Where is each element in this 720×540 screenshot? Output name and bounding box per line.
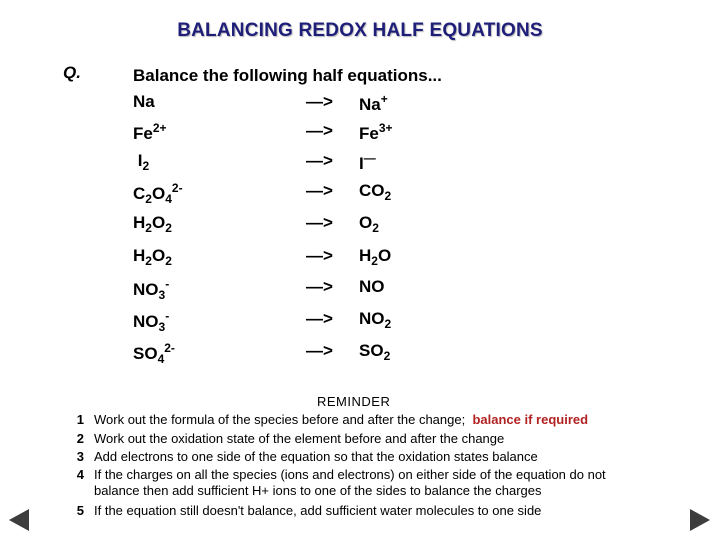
reminder-number: 3	[76, 449, 84, 464]
equation-lhs: $Fe^{2+}$	[133, 121, 167, 143]
equation-row	[0, 309, 720, 339]
equation-rhs: $CO_2$	[359, 181, 392, 203]
equation-rhs: $Fe^{3+}$	[359, 121, 393, 143]
instruction: Balance the following half equations...	[133, 66, 442, 85]
equation-row	[0, 151, 720, 181]
equation-lhs: $H_2O_2$	[133, 246, 172, 268]
equation-lhs: Na	[133, 92, 155, 111]
equation-arrow: —>	[306, 246, 333, 265]
equation-row	[0, 246, 720, 276]
reminder-text: If the equation still doesn't balance, add sufficient water molecules to one side	[94, 503, 542, 518]
reminder-number: 2	[76, 431, 84, 446]
equation-lhs: $H_2O_2$	[133, 213, 172, 235]
equation-arrow: —>	[306, 92, 333, 111]
equation-arrow: —>	[306, 309, 333, 328]
equation-rhs: I—	[359, 151, 376, 173]
equation-rhs: NO	[359, 277, 385, 296]
equation-arrow: —>	[306, 213, 333, 232]
equation-lhs: $NO_3^-$	[133, 277, 170, 302]
equation-arrow: —>	[306, 277, 333, 296]
question-label: Q.	[63, 63, 81, 82]
equation-row	[0, 121, 720, 151]
equation-arrow: —>	[306, 151, 333, 170]
reminder-text	[94, 412, 634, 428]
equation-rhs: $NO_2$	[359, 309, 392, 331]
page-title: BALANCING REDOX HALF EQUATIONS	[177, 20, 543, 41]
equation-row	[0, 213, 720, 243]
triangle-left-icon[interactable]	[9, 509, 29, 531]
equation-arrow: —>	[306, 181, 333, 200]
reminder-heading: REMINDER	[317, 394, 391, 409]
equation-arrow: —>	[306, 121, 333, 140]
equation-lhs: $C_2O_4^{2-}$	[133, 181, 183, 206]
reminder-number: 5	[76, 503, 84, 518]
reminder-text: If the charges on all the species (ions and electrons) on either side of the equation do not balance then add sufficient H+ ions to one of the sides to balance the charges	[94, 467, 606, 498]
reminder-text: Work out the oxidation state of the element before and after the change	[94, 431, 505, 446]
equation-arrow: —>	[306, 341, 333, 360]
reminder-text-main: Work out the formula of the species before and after the change;	[94, 412, 466, 427]
triangle-right-icon[interactable]	[690, 509, 710, 531]
equation-rhs: $H_2O$	[359, 246, 392, 268]
reminder-text: Add electrons to one side of the equation so that the oxidation states balance	[94, 449, 538, 464]
equation-row	[0, 277, 720, 307]
equation-rhs: $SO_2$	[359, 341, 391, 363]
equation-lhs: $I_2$	[133, 151, 150, 173]
equation-rhs: $O_2$	[359, 213, 379, 235]
reminder-highlight: balance if required	[472, 412, 589, 427]
reminder-number: 4	[76, 467, 84, 482]
equation-rhs: Na+	[359, 92, 388, 114]
equation-row	[0, 181, 720, 211]
equation-row	[0, 92, 720, 122]
equation-lhs: $SO_4^{2-}$	[133, 341, 175, 366]
equation-lhs: $NO_3^-$	[133, 309, 170, 334]
equation-row	[0, 341, 720, 371]
reminder-number: 1	[76, 412, 84, 427]
